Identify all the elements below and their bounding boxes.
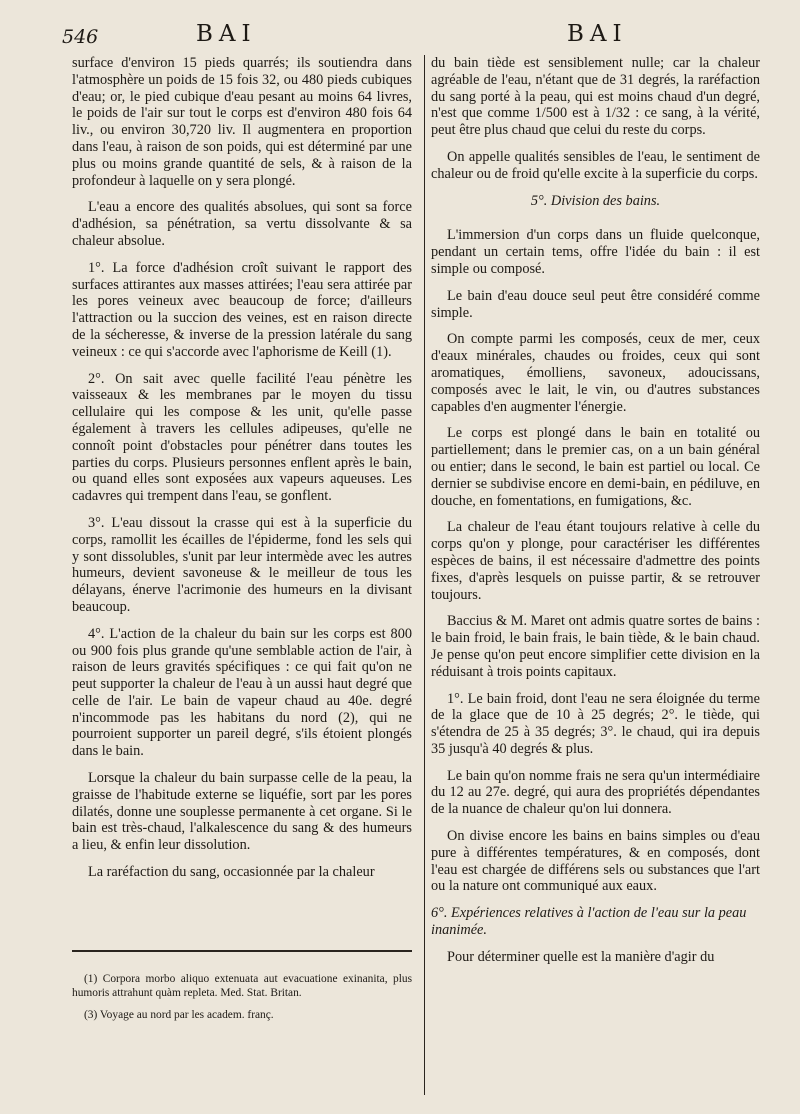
paragraph: L'eau a encore des qualités absolues, qui sont sa force d'adhésion, sa pénétration, sa vertu dissolvante & sa chaleur absolue. <box>72 199 412 249</box>
paragraph: 2°. On sait avec quelle facilité l'eau pénètre les vaisseaux & les membranes par le moyen du tissu cellulaire qui les compose & les unit, qu'elle passe également à travers les cellules adipeuses, qu'elle ne connoît point d'obstacles pour pénétrer dans toutes les parties du corps. Plusieurs personnes enflent après le bain, ou quand elles sont exposées aux vapeurs aqueuses. Les cadavres qui trempent dans l'eau, se gonflent. <box>72 370 412 505</box>
running-head-left: BAI <box>196 21 257 47</box>
paragraph: surface d'environ 15 pieds quarrés; ils soutiendra dans l'atmosphère un poids de 15 fois 32, ou 480 pieds cubiques d'eau; or, le pied cubique d'eau pesant au moins 64 livres, le poids de l'air sur tout le corps est d'environ 480 fois 64 liv., ou environ 30,720 liv. Il augmentera en proportion dans l'eau, à raison de son poids, qui est déterminé par une plus ou moins grande quantité de sels, & à raison de la profondeur à laquelle on y sera plongé. <box>72 55 412 189</box>
paragraph: 3°. L'eau dissout la crasse qui est à la superficie du corps, ramollit les écailles de l'épiderme, fond les sels qui y sont dissolubles, s'unit par leur intermède avec les autres humeurs, devient savoneuse & le meilleur de tous les délayans, énerve l'acrimonie des humeurs en la divisant beaucoup. <box>72 514 412 615</box>
paragraph: Baccius & M. Maret ont admis quatre sortes de bains : le bain froid, le bain frais, le bain tiède, & le bain chaud. Je pense qu'on peut encore simplifier cette division en la réduisant à trois points capitaux. <box>431 613 760 680</box>
footnote: (3) Voyage au nord par les academ. franç. <box>84 1009 274 1021</box>
paragraph: L'immersion d'un corps dans un fluide quelconque, pendant un certain tems, offre l'idée du bain : il est simple ou composé. <box>431 227 760 277</box>
paragraph: Le corps est plongé dans le bain en totalité ou partiellement; dans le premier cas, on a un bain général ou entier; dans le second, le bain est partiel ou local. Ce dernier se subdivise encore en demi-bain, en pédiluve, en douche, en fomentations, en fumigations, &c. <box>431 425 760 509</box>
paragraph: 4°. L'action de la chaleur du bain sur les corps est 800 ou 900 fois plus grande qu'une semblable action de l'air, à raison de leurs gravités spécifiques : ce qui fait qu'on ne peut supporter la chaleur de l'eau à un aussi haut degré que celle de l'air. Le bain de vapeur chaud au 40e. degré n'incommode pas les habitans du nord (2), qui ne pourroient supporter un pareil degré, s'ils étoient plongés dans le bain. <box>72 625 412 760</box>
paragraph: Le bain qu'on nomme frais ne sera qu'un intermédiaire du 12 au 27e. degré, qui aura des propriétés dépendantes de la nuance de chaleur qu'on lui donnera. <box>431 767 760 818</box>
paragraph: Lorsque la chaleur du bain surpasse celle de la peau, la graisse de l'habitude externe se liquéfie, sort par les pores dilatés, donne une souplesse permanente à cet organe. Si le bain est très-chaud, l'alkalescence du sang & des humeurs a lieu, & enfin leur dissolution. <box>72 770 412 854</box>
left-column <box>72 55 412 891</box>
section-heading: 6°. Expériences relatives à l'action de l'eau sur la peau inanimée. <box>431 905 747 939</box>
footnote: (1) Corpora morbo aliquo extenuata aut evacuatione exinanita, plus humoris attrahunt quàm repleta. Med. Stat. Britan. <box>72 973 412 999</box>
right-column <box>431 55 760 976</box>
footnote-rule <box>72 950 412 952</box>
paragraph: La raréfaction du sang, occasionnée par la chaleur <box>88 864 375 881</box>
paragraph: 1°. La force d'adhésion croît suivant le rapport des surfaces attirantes aux masses attirées; l'eau sera attirée par les pores veineux avec beaucoup de force; d'ailleurs l'attraction ou la succion des veines, est en raison directe de la sécheresse, & inverse de la pression latérale du sang veineux : ce qui s'accorde avec l'aphorisme de Keill (1). <box>72 259 412 360</box>
paragraph: 1°. Le bain froid, dont l'eau ne sera éloignée du terme de la glace que de 10 à 25 degrés; 2°. le tiède, qui s'étendra de 25 à 35 degrés; 3°. le chaud, qui ira depuis 35 jusqu'à 40 degrés & plus. <box>431 690 760 757</box>
paragraph: On appelle qualités sensibles de l'eau, le sentiment de chaleur ou de froid qu'elle excite à la superficie du corps. <box>431 148 760 182</box>
page-number: 546 <box>62 26 99 48</box>
paragraph: Pour déterminer quelle est la manière d'agir du <box>447 948 715 965</box>
paragraph: On divise encore les bains en bains simples ou d'eau pure à différentes températures, & en composés, dont l'eau est chargée de différens sels ou substances que l'art ou la nature ont communiqué aux eaux. <box>431 828 760 895</box>
column-divider <box>424 55 425 1095</box>
paragraph: du bain tiède est sensiblement nulle; car la chaleur agréable de l'eau, n'étant que de 31 degrés, la raréfaction du sang porté à la peau, qui est moins chaud d'un degré, n'est que comme 1/500 est à 1/32 : ce sang, à la vérité, peut être plus chaud que celui du reste du corps. <box>431 55 760 139</box>
footnotes <box>72 972 412 1030</box>
paragraph: On compte parmi les composés, ceux de mer, ceux d'eaux minérales, chaudes ou froides, ceux qui sont aromatiques, émolliens, savoneux, adoucissans, composés avec le lait, le vin, ou d'autres substances capables d'en augmenter l'énergie. <box>431 331 760 415</box>
section-heading: 5°. Division des bains. <box>530 192 661 209</box>
paragraph: Le bain d'eau douce seul peut être considéré comme simple. <box>431 287 760 321</box>
running-head-right: BAI <box>567 21 628 47</box>
paragraph: La chaleur de l'eau étant toujours relative à celle du corps qu'on y plonge, pour caractériser les différentes espèces de bains, il est nécessaire d'admettre des points fixes, d'après lesquels on puisse partir, & se retrouver toujours. <box>431 519 760 603</box>
